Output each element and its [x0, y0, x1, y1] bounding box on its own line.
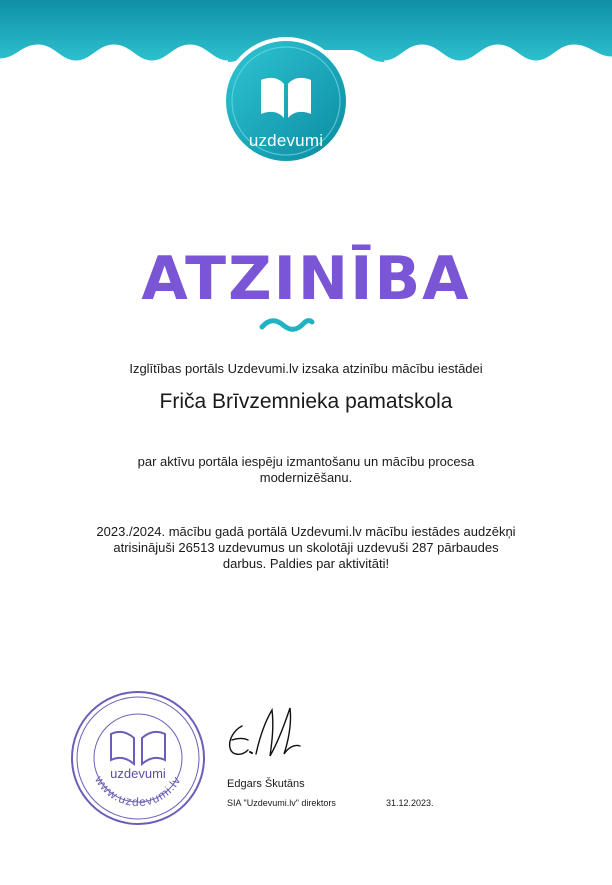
signature [222, 696, 312, 768]
stamp-url: www.uzdevumi.lv [92, 773, 184, 810]
intro-text: Izglītības portāls Uzdevumi.lv izsaka atzinību mācību iestādei [129, 361, 483, 376]
certificate-title: ATZINĪBA [141, 244, 471, 314]
signer-name: Edgars Škutāns [227, 778, 305, 790]
issue-date: 31.12.2023. [386, 798, 434, 808]
stamp-book-icon [111, 732, 165, 764]
stats-text: 2023./2024. mācību gadā portālā Uzdevumi.lv mācību iestādes audzēkņi atrisinājuši 26513 uzdevumus un skolotāji uzdevuši 287 pārbaudes darbus. Paldies par aktivitāti! [96, 524, 516, 571]
logo-wordmark: uzdevumi [248, 131, 324, 150]
school-name: Friča Brīvzemnieka pamatskola [159, 390, 453, 413]
signer-role: SIA "Uzdevumi.lv" direktors [227, 798, 336, 808]
stamp-wordmark: uzdevumi [110, 766, 166, 781]
stamp-circle [68, 688, 208, 828]
stamp-seal [68, 688, 208, 828]
reason-text: par aktīvu portāla iespēju izmantošanu un mācību procesa modernizēšanu. [137, 454, 475, 485]
uzdevumi-logo [221, 36, 351, 166]
title-wave-ornament [259, 316, 315, 334]
